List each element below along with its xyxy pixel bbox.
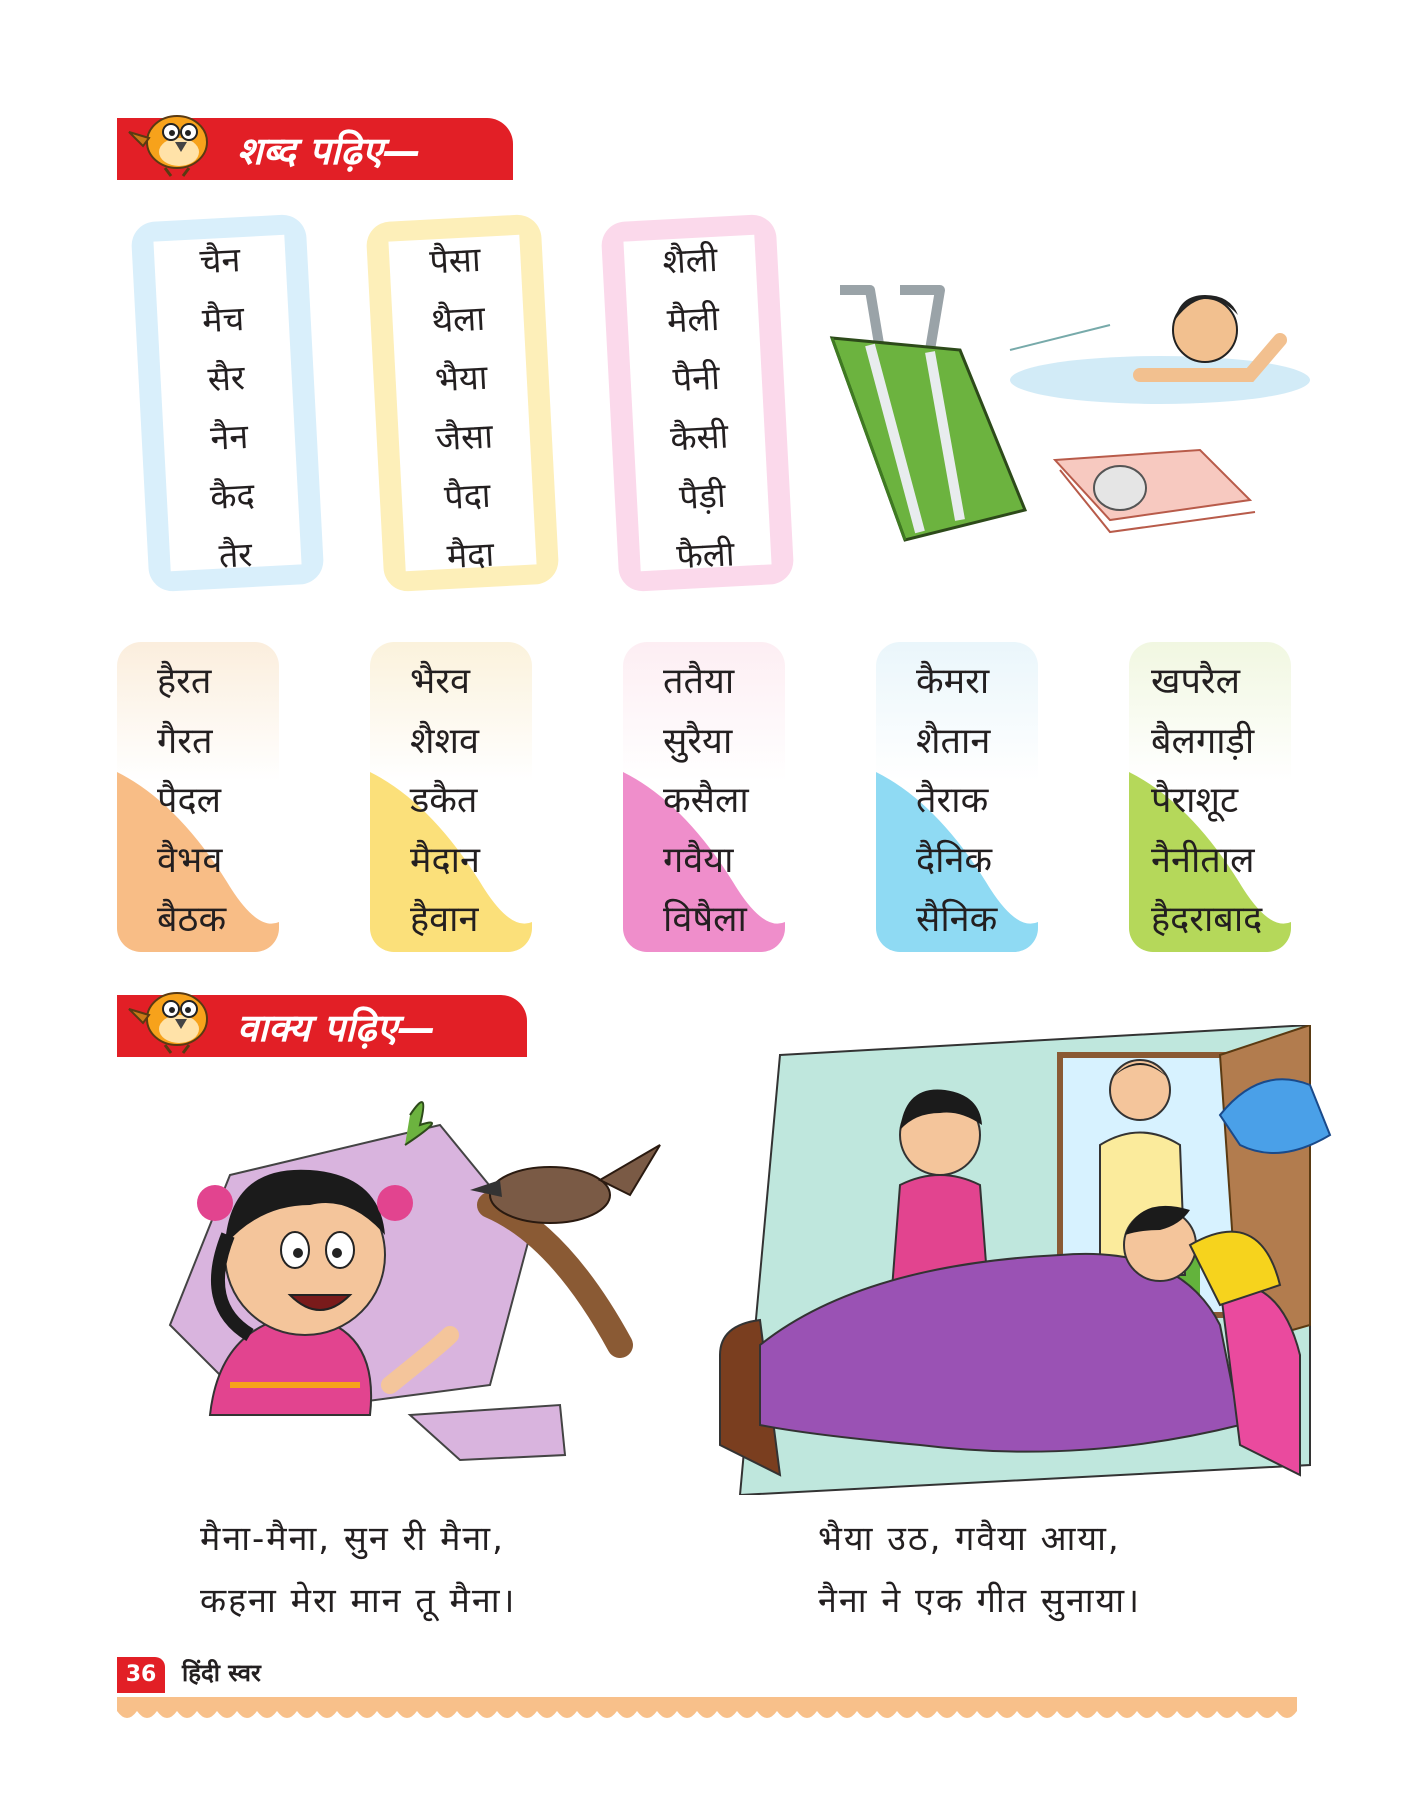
word-item: तैराक [916, 780, 989, 821]
word-item: हैवान [410, 899, 479, 940]
poem-left-line-2: कहना मेरा मान तू मैना। [200, 1581, 517, 1621]
word-item: गैरत [157, 720, 213, 762]
word-item: डकैत [410, 780, 478, 821]
word-item: वैभव [157, 839, 223, 881]
word-item: मैदान [410, 839, 480, 881]
girl-and-bird-illustration [110, 1085, 670, 1495]
word-item: पैसा [428, 239, 482, 283]
word-item: सैनिक [916, 899, 998, 940]
word-item: कसैला [663, 780, 749, 821]
word-item: शैली [661, 239, 719, 283]
decorative-footer-band [117, 1697, 1297, 1725]
word-item: मैली [666, 298, 721, 342]
word-item: चैन [198, 240, 242, 283]
bird-mascot-icon [127, 975, 219, 1059]
word-column-7 [876, 642, 1038, 952]
word-item: गवैया [663, 839, 734, 881]
word-column-1 [130, 214, 324, 593]
word-item: पैड़ी [678, 475, 727, 519]
poem-left [200, 1508, 516, 1632]
bird-mascot-icon [127, 98, 219, 182]
word-item: जैसा [434, 416, 494, 460]
word-column-3 [600, 214, 794, 593]
poem-left-line-1: मैना-मैना, सुन री मैना, [200, 1519, 505, 1559]
word-column-5 [370, 642, 532, 952]
bedroom-illustration [660, 1025, 1350, 1495]
word-item: मैदा [445, 534, 496, 577]
word-item: शैतान [916, 720, 991, 762]
word-item: हैरत [157, 661, 212, 702]
word-item: नैन [209, 416, 250, 459]
word-item: बैठक [157, 899, 227, 940]
word-item: तैर [217, 534, 254, 577]
sentences-section-title: वाक्य पढ़िए— [237, 1006, 436, 1050]
word-column-2 [365, 214, 559, 593]
word-column-6 [623, 642, 785, 952]
poem-right [818, 1508, 1141, 1632]
word-item: ततैया [663, 661, 735, 702]
sentences-section-banner [117, 995, 527, 1057]
poem-right-line-1: भैया उठ, गवैया आया, [818, 1519, 1121, 1559]
word-item: शैशव [410, 720, 479, 762]
word-item: मैच [201, 299, 246, 342]
word-item: सुरैया [663, 720, 733, 762]
words-section-banner [117, 118, 513, 180]
money-icon [1055, 450, 1255, 532]
word-item: दैनिक [916, 839, 993, 881]
word-item: कैमरा [916, 661, 990, 702]
bag-icon [832, 290, 1025, 540]
word-item: भैया [434, 357, 489, 401]
word-item: सैर [206, 358, 246, 400]
word-item: कैसी [669, 416, 730, 460]
book-title: हिंदी स्वर [182, 1659, 261, 1687]
word-item: बैलगाड़ी [1151, 720, 1255, 762]
word-item: फैली [675, 534, 736, 578]
word-item: विषैला [663, 899, 747, 940]
poem-right-line-2: नैना ने एक गीत सुनाया। [818, 1581, 1141, 1621]
word-item: पैदल [157, 780, 221, 821]
words-section-title: शब्द पढ़िए— [237, 129, 421, 173]
page-number: 36 [117, 1657, 165, 1693]
bag-swimmer-money-illustration [810, 270, 1330, 580]
word-item: कैद [209, 475, 256, 519]
swimmer-icon [1010, 295, 1310, 404]
word-column-8 [1129, 642, 1291, 952]
word-item: थैला [430, 298, 486, 342]
word-item: नैनीताल [1151, 839, 1255, 881]
word-item: पैदा [443, 475, 492, 519]
word-item: पैराशूट [1151, 780, 1239, 821]
word-item: भैरव [410, 661, 471, 702]
word-item: खपरैल [1151, 661, 1241, 702]
word-item: पैनी [671, 357, 721, 401]
word-item: हैदराबाद [1151, 899, 1263, 940]
word-column-4 [117, 642, 279, 952]
